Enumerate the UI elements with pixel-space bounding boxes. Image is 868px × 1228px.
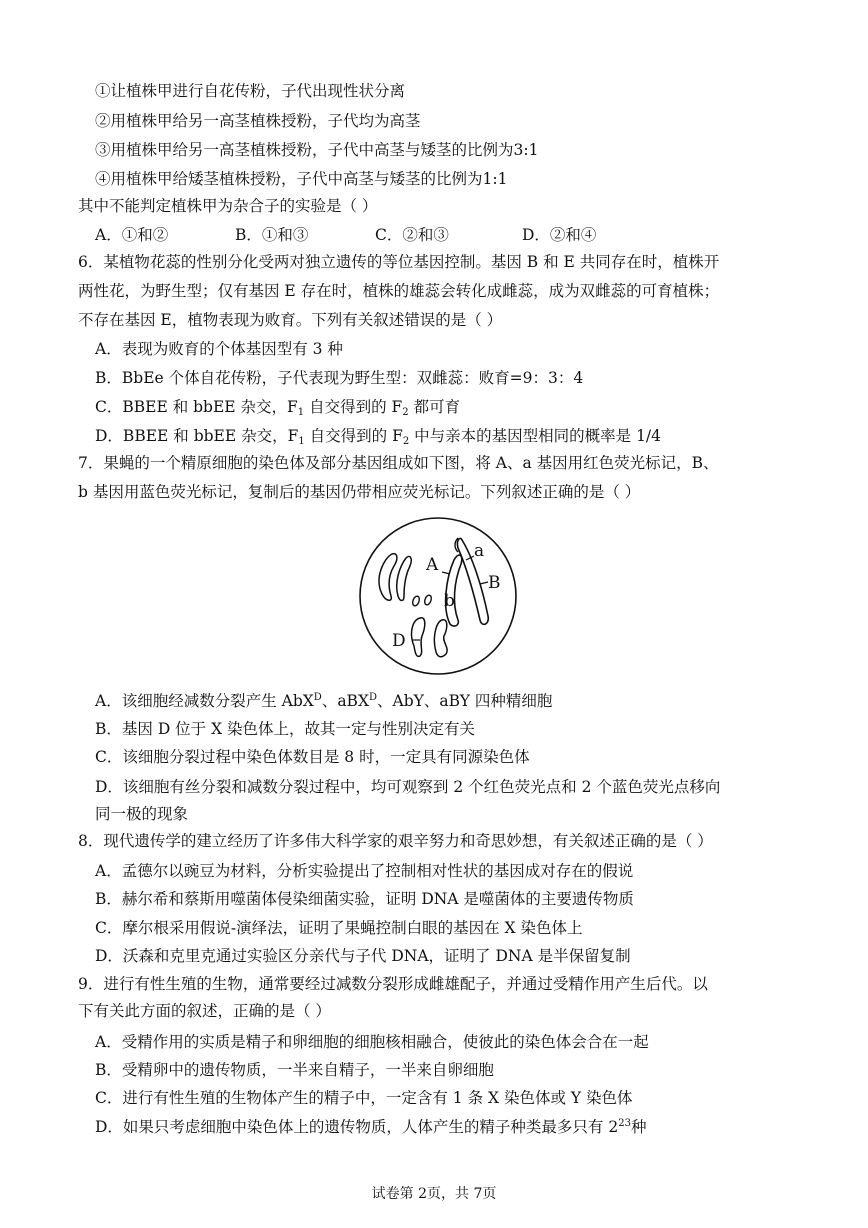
dot-chromosome-1: [411, 595, 420, 606]
chromosome-y: [434, 620, 447, 657]
q6-option-b: B．BbEe 个体自花传粉，子代表现为野生型：双雌蕊：败育=9：3：4: [95, 369, 584, 387]
q9-option-b: B．受精卵中的遗传物质，一半来自精子，一半来自卵细胞: [95, 1061, 494, 1079]
label-B: B: [488, 573, 501, 593]
q6-stem-line-2: 两性花，为野生型；仅有基因 E 存在时，植株的雄蕊会转化成雌蕊，成为双雌蕊的可育植株；: [78, 282, 720, 300]
q9-stem-line-1: 9．进行有性生殖的生物，通常要经过减数分裂形成雌雄配子，并通过受精作用产生后代。以: [78, 975, 708, 993]
chromosome-x: [412, 618, 425, 657]
chromosome-left-1: [379, 554, 397, 601]
q9-option-d: D．如果只考虑细胞中染色体上的遗传物质，人体产生的精子种类最多只有 $2^{23}$种: [95, 1118, 647, 1136]
q7-option-c: C．该细胞分裂过程中染色体数目是 8 时，一定具有同源染色体: [95, 748, 530, 766]
q7-stem-line-1: 7．果蝇的一个精原细胞的染色体及部分基因组成如下图，将 A、a 基因用红色荧光标记，B、: [78, 454, 719, 472]
q5-item-2: ②用植株甲给另一高茎植株授粉，子代均为高茎: [95, 112, 421, 130]
q5-option-c: C．②和③: [375, 226, 449, 244]
q8-option-c: C．摩尔根采用假说-演绎法，证明了果蝇控制白眼的基因在 X 染色体上: [95, 919, 583, 937]
dot-chromosome-2: [423, 594, 432, 605]
q9-option-c: C．进行有性生殖的生物体产生的精子中，一定含有 1 条 X 染色体或 Y 染色体: [95, 1089, 633, 1107]
q5-item-1: ①让植株甲进行自花传粉，子代出现性状分离: [95, 82, 406, 100]
label-D: D: [392, 631, 406, 651]
q6-stem-line-3: 不存在基因 E，植物表现为败育。下列有关叙述错误的是（ ）: [78, 311, 503, 329]
label-b: b: [444, 591, 455, 611]
q5-stem: 其中不能判定植株甲为杂合子的实验是（ ）: [78, 197, 378, 215]
q6-option-a: A．表现为败育的个体基因型有 3 种: [95, 340, 343, 358]
q5-option-b: B．①和③: [235, 226, 309, 244]
q8-stem: 8．现代遗传学的建立经历了许多伟大科学家的艰辛努力和奇思妙想，有关叙述正确的是（ ）: [78, 832, 713, 850]
page-footer: 试卷第 2页，共 7页: [371, 1186, 497, 1202]
q8-option-d: D．沃森和克里克通过实验区分亲代与子代 DNA，证明了 DNA 是半保留复制: [95, 947, 631, 965]
q9-stem-line-2: 下有关此方面的叙述，正确的是（ ）: [78, 1002, 331, 1020]
cell-chromosome-figure: [354, 516, 522, 676]
q9-option-a: A．受精作用的实质是精子和卵细胞的细胞核相融合，使彼此的染色体会合在一起: [95, 1033, 649, 1051]
label-a: a: [474, 541, 485, 561]
q7-option-d-line-2: 同一极的现象: [95, 805, 189, 823]
chromosome-left-2: [397, 556, 412, 600]
q5-item-3: ③用植株甲给另一高茎植株授粉，子代中高茎与矮茎的比例为3:1: [95, 141, 539, 159]
q7-option-a: A．该细胞经减数分裂产生 AbX$^D$、aBX$^D$、AbY、aBY 四种精细胞: [95, 692, 553, 710]
q5-options: [95, 224, 596, 246]
q6-option-d: D．BBEE 和 bbEE 杂交，$F_1$ 自交得到的 $F_2$ 中与亲本的基因型相同的概率是 1/4: [95, 427, 662, 447]
q8-option-a: A．孟德尔以豌豆为材料，分析实验提出了控制相对性状的基因成对存在的假说: [95, 862, 634, 880]
q5-item-4: ④用植株甲给矮茎植株授粉，子代中高茎与矮茎的比例为1:1: [95, 170, 508, 188]
q6-stem-line-1: 6．某植物花蕊的性别分化受两对独立遗传的等位基因控制。基因 B 和 E 共同存在时，植株开: [78, 253, 720, 271]
q7-option-d-line-1: D．该细胞有丝分裂和减数分裂过程中，均可观察到 2 个红色荧光点和 2 个蓝色荧光点移向: [95, 778, 721, 796]
q7-option-b: B．基因 D 位于 X 染色体上，故其一定与性别决定有关: [95, 720, 476, 738]
q5-option-d: D．②和④: [522, 226, 597, 244]
q6-option-c: C．BBEE 和 bbEE 杂交，$F_1$ 自交得到的 $F_2$ 都可育: [95, 398, 461, 418]
gene-line-B: [480, 582, 488, 584]
label-A: A: [426, 555, 439, 575]
q8-option-b: B．赫尔希和蔡斯用噬菌体侵染细菌实验，证明 DNA 是噬菌体的主要遗传物质: [95, 890, 634, 908]
q7-stem-line-2: b 基因用蓝色荧光标记，复制后的基因仍带相应荧光标记。下列叙述正确的是（ ）: [78, 483, 641, 501]
q5-option-a: A．①和②: [95, 226, 169, 244]
